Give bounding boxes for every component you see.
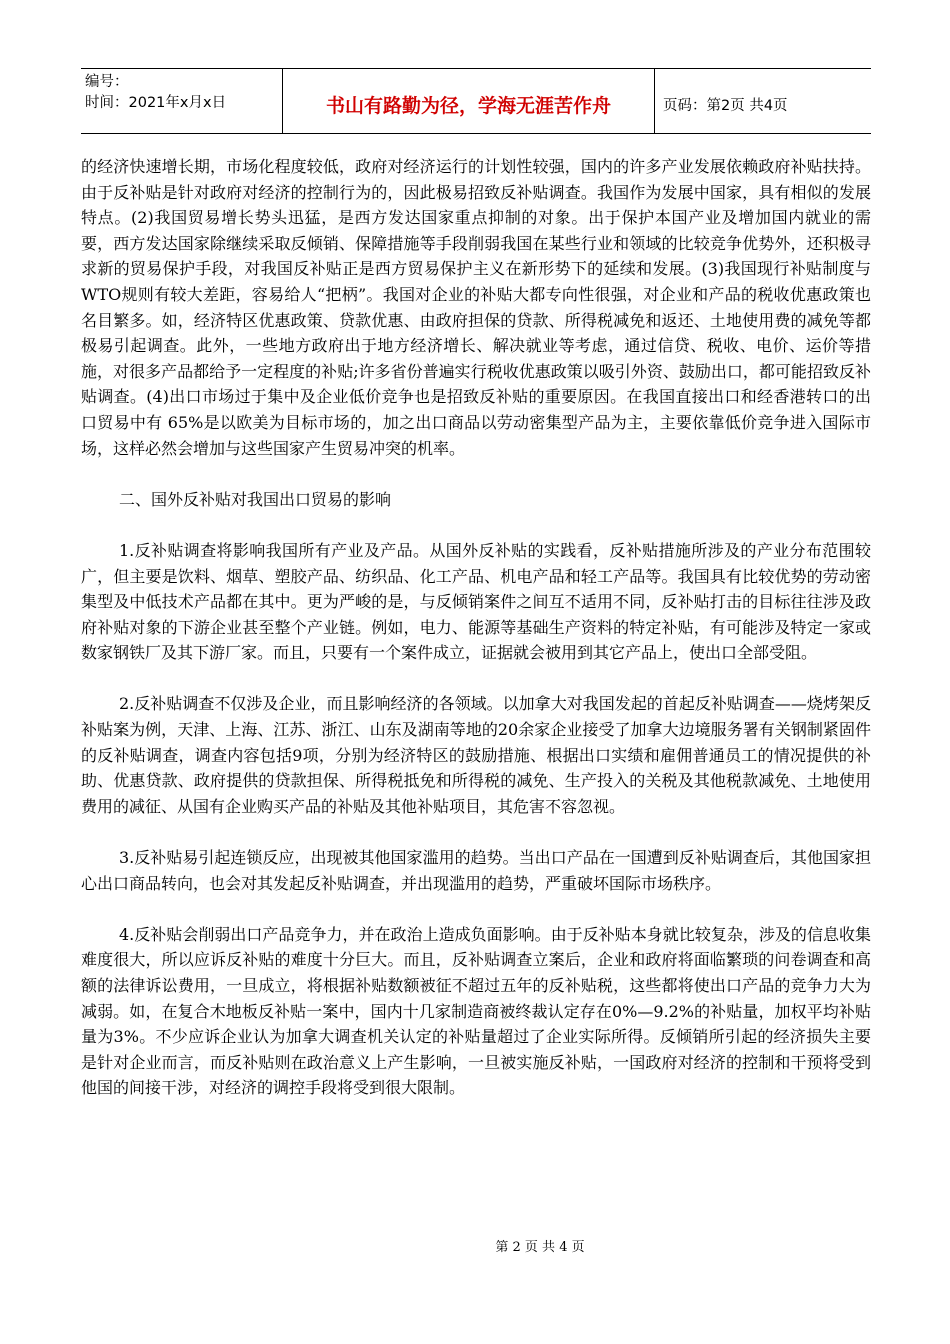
page-header xyxy=(81,68,871,134)
header-motto: 书山有路勤为径，学海无涯苦作舟 xyxy=(283,69,655,133)
section-heading: 二、国外反补贴对我国出口贸易的影响 xyxy=(119,489,392,509)
header-page-number: 页码：第2页 共4页 xyxy=(663,97,788,114)
document-body xyxy=(81,154,871,1101)
paragraph-point-4: 4.反补贴会削弱出口产品竞争力，并在政治上造成负面影响。由于反补贴本身就比较复杂，涉及的信息收集难度很大，所以应诉反补贴的难度十分巨大。而且，反补贴调查立案后，企业和政府将面临繁琐的问卷调查和高额的法律诉讼费用，一旦成立，将根据补贴数额被征不超过五年的反补贴税，这些都将使出口产品的竞争力大为减弱。如，在复合木地板反补贴一案中，国内十几家制造商被终裁认定存在0%—9.2%的补贴量，加权平均补贴量为3%。不少应诉企业认为加拿大调查机关认定的补贴量超过了企业实际所得。反倾销所引起的经济损失主要是针对企业而言，而反补贴则在政治意义上产生影响，一旦被实施反补贴，一国政府对经济的控制和干预将受到他国的间接干涉，对经济的调控手段将受到很大限制。 xyxy=(81,924,871,1098)
document-number: 编号： xyxy=(85,74,129,90)
paragraph-point-1: 1.反补贴调查将影响我国所有产业及产品。从国外反补贴的实践看，反补贴措施所涉及的产业分布范围较广，但主要是饮料、烟草、塑胶产品、纺织品、化工产品、机电产品和轻工产品等。我国具有比较优势的劳动密集型及中低技术产品都在其中。更为严峻的是，与反倾销案件之间互不适用不同，反补贴打击的目标往往涉及政府补贴对象的下游企业甚至整个产业链。例如，电力、能源等基础生产资料的特定补贴，有可能涉及特定一家或数家钢铁厂及其下游厂家。而且，只要有一个案件成立，证据就会被用到其它产品上，使出口全部受阻。 xyxy=(81,540,871,663)
document-date: 时间：2021年x月x日 xyxy=(85,95,227,111)
header-meta xyxy=(81,69,283,133)
page-footer: 第 2 页 共 4 页 xyxy=(495,1240,585,1255)
paragraph-point-2: 2.反补贴调查不仅涉及企业，而且影响经济的各领域。以加拿大对我国发起的首起反补贴调查——烧烤架反补贴案为例，天津、上海、江苏、浙江、山东及湖南等地的20余家企业接受了加拿大边境服务署有关钢制紧固件的反补贴调查，调查内容包括9项，分别为经济特区的鼓励措施、根据出口实绩和雇佣普通员工的情况提供的补助、优惠贷款、政府提供的贷款担保、所得税抵免和所得税的减免、生产投入的关税及其他税款减免、土地使用费用的减征、从国有企业购买产品的补贴及其他补贴项目，其危害不容忽视。 xyxy=(81,694,871,816)
paragraph-point-3: 3.反补贴易引起连锁反应，出现被其他国家滥用的趋势。当出口产品在一国遭到反补贴调查后，其他国家担心出口商品转向，也会对其发起反补贴调查，并出现滥用的趋势，严重破坏国际市场秩序。 xyxy=(81,848,871,893)
paragraph-continuation: 的经济快速增长期，市场化程度较低，政府对经济运行的计划性较强，国内的许多产业发展依赖政府补贴扶持。由于反补贴是针对政府对经济的控制行为的，因此极易招致反补贴调查。我国作为发展中国家，具有相似的发展特点。(2)我国贸易增长势头迅猛，是西方发达国家重点抑制的对象。出于保护本国产业及增加国内就业的需要，西方发达国家除继续采取反倾销、保障措施等手段削弱我国在某些行业和领域的比较竞争优势外，还积极寻求新的贸易保护手段，对我国反补贴正是西方贸易保护主义在新形势下的延续和发展。(3)我国现行补贴制度与WTO规则有较大差距，容易给人“把柄”。我国对企业的补贴大都专向性很强，对企业和产品的税收优惠政策也名目繁多。如，经济特区优惠政策、贷款优惠、由政府担保的贷款、所得税减免和返还、土地使用费的减免等都极易引起调查。此外，一些地方政府出于地方经济增长、解决就业等考虑，通过信贷、税收、电价、运价等措施，对很多产品都给予一定程度的补贴;许多省份普遍实行税收优惠政策以吸引外资、鼓励出口，都可能招致反补贴调查。(4)出口市场过于集中及企业低价竞争也是招致反补贴的重要原因。在我国直接出口和经香港转口的出口贸易中有 65%是以欧美为目标市场的，加之出口商品以劳动密集型产品为主，主要依靠低价竞争进入国际市场，这样必然会增加与这些国家产生贸易冲突的机率。 xyxy=(81,157,871,458)
